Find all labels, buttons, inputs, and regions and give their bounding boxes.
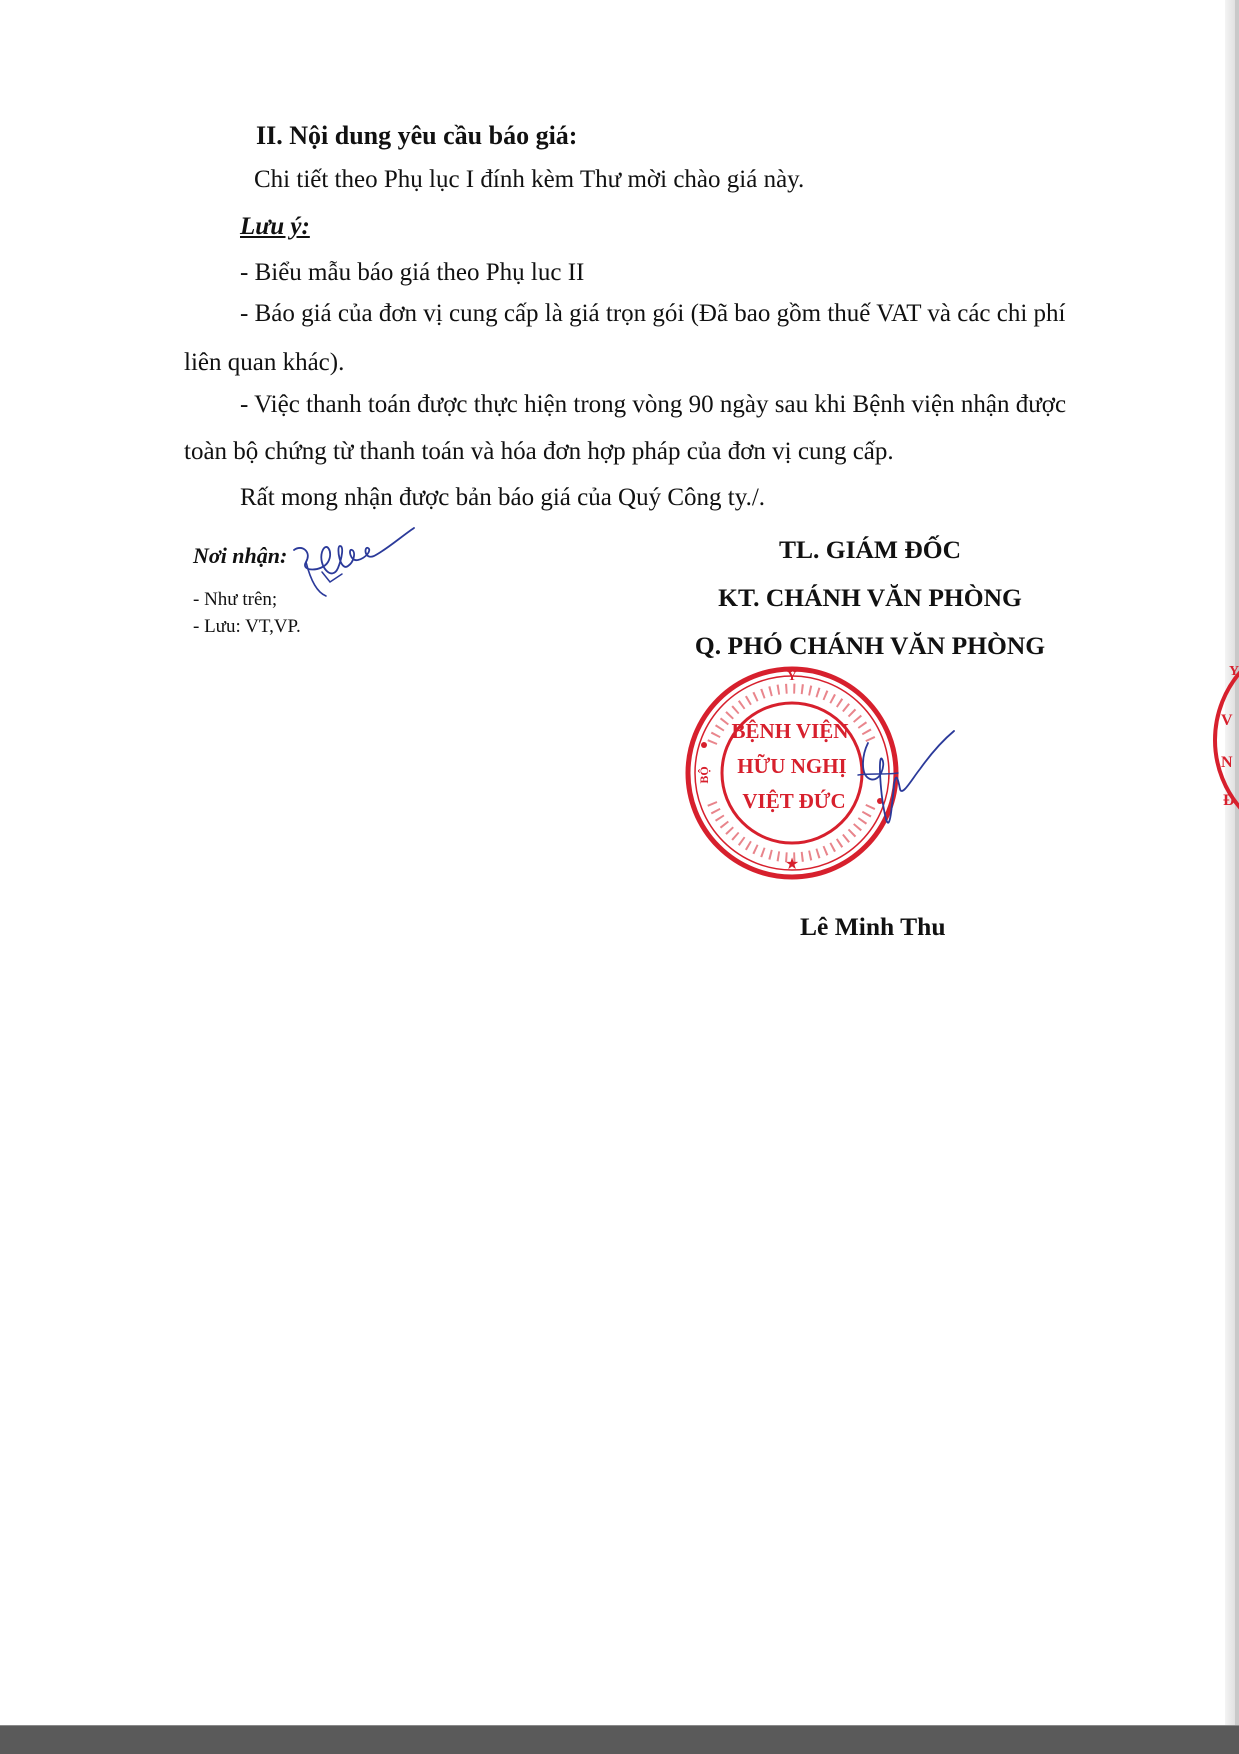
adjacent-page-seal-fragment [1209, 655, 1239, 825]
signatory-block [640, 534, 1100, 678]
initials-signature [282, 522, 422, 602]
note-item: - Việc thanh toán được thực hiện trong vòng 90 ngày sau khi Bệnh viện nhận được [240, 391, 1067, 418]
director-signature [850, 715, 960, 835]
seal-top-letter: Y [787, 668, 797, 683]
recipients-heading: Nơi nhận: [193, 543, 288, 568]
svg-text:Y: Y [1229, 664, 1239, 679]
signatory-name: Lê Minh Thu [800, 912, 946, 941]
svg-text:N: N [1221, 754, 1233, 771]
detail-line: Chi tiết theo Phụ lục I đính kèm Thư mời chào giá này. [254, 166, 805, 193]
scan-right-strip [1235, 0, 1239, 1725]
seal-line: VIỆT ĐỨC [742, 789, 846, 813]
seal-side-text: BỘ [697, 766, 711, 784]
signatory-line: Q. PHÓ CHÁNH VĂN PHÒNG [694, 631, 1046, 660]
seal-line: HỮU NGHỊ [737, 754, 847, 778]
section-title: II. Nội dung yêu cầu báo giá: [256, 121, 578, 150]
signatory-line: TL. GIÁM ĐỐC [778, 535, 962, 564]
seal-line: BỆNH VIỆN [731, 719, 849, 743]
seal-left-dot-icon [701, 742, 707, 748]
note-item-continued: toàn bộ chứng từ thanh toán và hóa đơn hợp pháp của đơn vị cung cấp. [184, 438, 894, 465]
svg-text:V: V [1221, 712, 1233, 729]
note-item: - Biểu mẫu báo giá theo Phụ luc II [240, 259, 585, 286]
signatory-line: KT. CHÁNH VĂN PHÒNG [718, 583, 1022, 612]
recipient-item: - Như trên; [193, 589, 278, 610]
svg-text:Đ: Đ [1223, 792, 1235, 809]
closing-line: Rất mong nhận được bản báo giá của Quý Công ty./. [240, 484, 766, 511]
note-item-continued: liên quan khác). [184, 349, 345, 376]
seal-star-icon: ★ [784, 854, 800, 873]
note-heading: Lưu ý: [240, 213, 310, 240]
note-item: - Báo giá của đơn vị cung cấp là giá trọn gói (Đã bao gồm thuế VAT và các chi phí [240, 300, 1066, 327]
scan-bottom-bar [0, 1726, 1239, 1754]
recipient-item: - Lưu: VT,VP. [193, 616, 301, 637]
